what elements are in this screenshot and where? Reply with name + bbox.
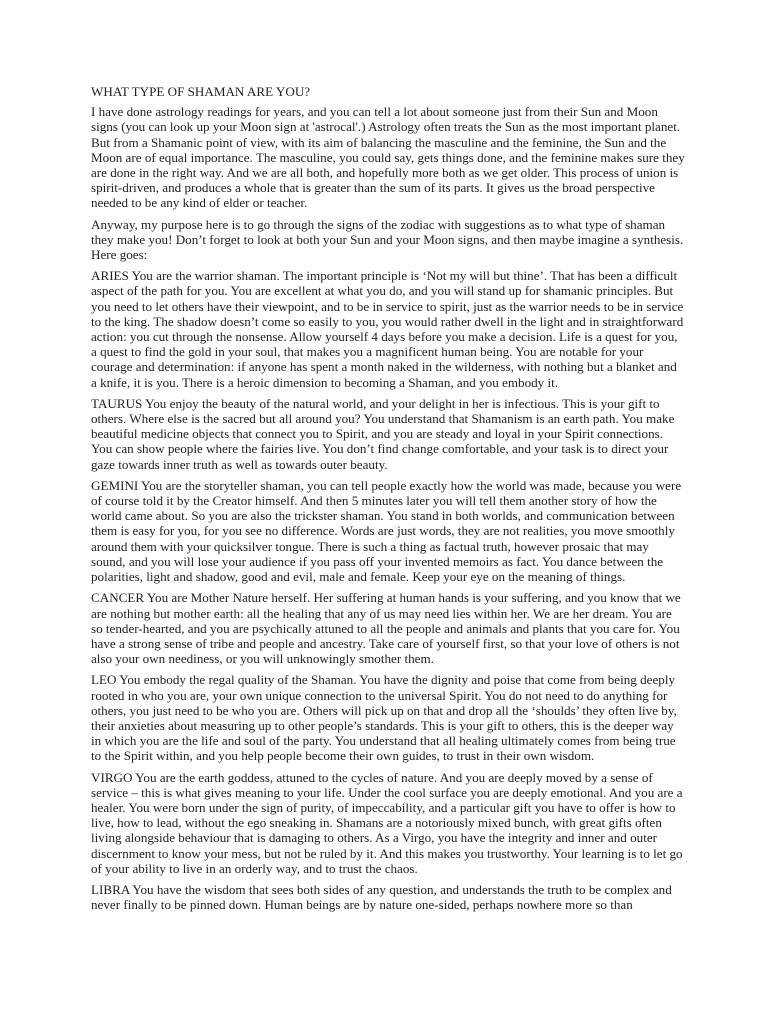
- paragraph-purpose: Anyway, my purpose here is to go through the signs of the zodiac with suggestions as to what type of shaman they make you! Don’t forget to look at both your Sun and your Moon signs, and then maybe imagine a synthesis. Here goes:: [91, 216, 684, 263]
- paragraph-aries: ARIES You are the warrior shaman. The important principle is ‘Not my will but thine’. That has been a difficult aspect of the path for you. You are excellent at what you do, and you will stand up for shamanic principles. But you need to let others have their viewpoint, and to be in service to spirit, just as the warrior needs to be in service to the king. The shadow doesn’t come so easily to you, you would rather dwell in the light and in straightforward action: you cut through the nonsense. Allow yourself 4 days before you make a decision. Life is a quest for you, a quest to find the gold in your soul, that makes you a magnificent human being. You are notable for your courage and determination: if anyone has spent a month naked in the wilderness, with nothing but a blanket and a knife, it is you. There is a heroic dimension to becoming a Shaman, and you embody it.: [91, 268, 684, 390]
- paragraph-virgo: VIRGO You are the earth goddess, attuned to the cycles of nature. And you are deeply moved by a sense of service – this is what gives meaning to your life. Under the cool surface you are deeply emotional. And you are a healer. You were born under the sign of purity, of impeccability, and a particular gift you have to offer is how to live, how to lead, without the ego sneaking in. Shamans are a notoriously mixed bunch, with great gifts often living alongside behaviour that is damaging to others. As a Virgo, you have the integrity and inner and outer discernment to know your mess, but not be ruled by it. And this makes you trustworthy. Your learning is to let go of your ability to live in an orderly way, and to trust the chaos.: [91, 769, 683, 876]
- paragraph-cancer: CANCER You are Mother Nature herself. Her suffering at human hands is your suffering, and you know that we are nothing but mother earth: all the healing that any of us may need lies within her. We are her dream. You are so tender-hearted, and you are psychically attuned to all the people and animals and plants that you care for. You have a strong sense of tribe and people and ancestry. Take care of yourself first, so that your love of others is not also your own neediness, or you will unknowingly smother them.: [91, 590, 681, 667]
- paragraph-intro: I have done astrology readings for years, and you can tell a lot about someone just from their Sun and Moon signs (you can look up your Moon sign at 'astrocal'.) Astrology often treats the Sun as the most important planet. But from a Shamanic point of view, with its aim of balancing the masculine and the feminine, the Sun and the Moon are of equal importance. The masculine, you could say, gets things done, and the feminine makes sure they are done in the right way. And we are all both, and hopefully more both as we get older. This process of union is spirit-driven, and produces a whole that is greater than the sum of its parts. It gives us the broad perspective needed to be any kind of elder or teacher.: [91, 104, 685, 211]
- document-page: [91, 84, 685, 1020]
- paragraph-libra: LIBRA You have the wisdom that sees both sides of any question, and understands the truth to be complex and never finally to be pinned down. Human beings are by nature one-sided, perhaps nowhere more so than: [91, 881, 672, 913]
- paragraph-leo: LEO You embody the regal quality of the Shaman. You have the dignity and poise that come from being deeply rooted in who you are, your own unique connection to the universal Spirit. You do not need to do anything for others, you just need to be who you are. Others will pick up on that and drop all the ‘shoulds’ they often live by, their anxieties about measuring up to other people’s standards. This is your gift to others, this is the deeper way in which you are the life and soul of the party. You understand that all healing ultimately comes from being true to the Spirit within, and you help people become their own guides, to trust in their own wisdom.: [91, 672, 677, 764]
- document-title: WHAT TYPE OF SHAMAN ARE YOU?: [91, 84, 311, 99]
- paragraph-gemini: GEMINI You are the storyteller shaman, you can tell people exactly how the world was made, because you were of course told it by the Creator himself. And then 5 minutes later you will tell them another story of how the world came about. So you are also the trickster shaman. You stand in both worlds, and communication between them is easy for you, for you see no difference. Words are just words, they are not realities, you move smoothly around them with your quicksilver tongue. There is such a thing as factual truth, however prosaic that may sound, and you will lose your audience if you pass off your invented memoirs as fact. You dance between the polarities, light and shadow, good and evil, male and female. Keep your eye on the meaning of things.: [91, 477, 682, 585]
- paragraph-taurus: TAURUS You enjoy the beauty of the natural world, and your delight in her is infectious. This is your gift to others. Where else is the sacred but all around you? You understand that Shamanism is an earth path. You make beautiful medicine objects that connect you to Spirit, and you are steady and loyal in your Spirit connections. You can show people where the fairies live. You don’t find change comfortable, and your task is to direct your gaze towards inner truth as well as towards outer beauty.: [91, 395, 675, 472]
